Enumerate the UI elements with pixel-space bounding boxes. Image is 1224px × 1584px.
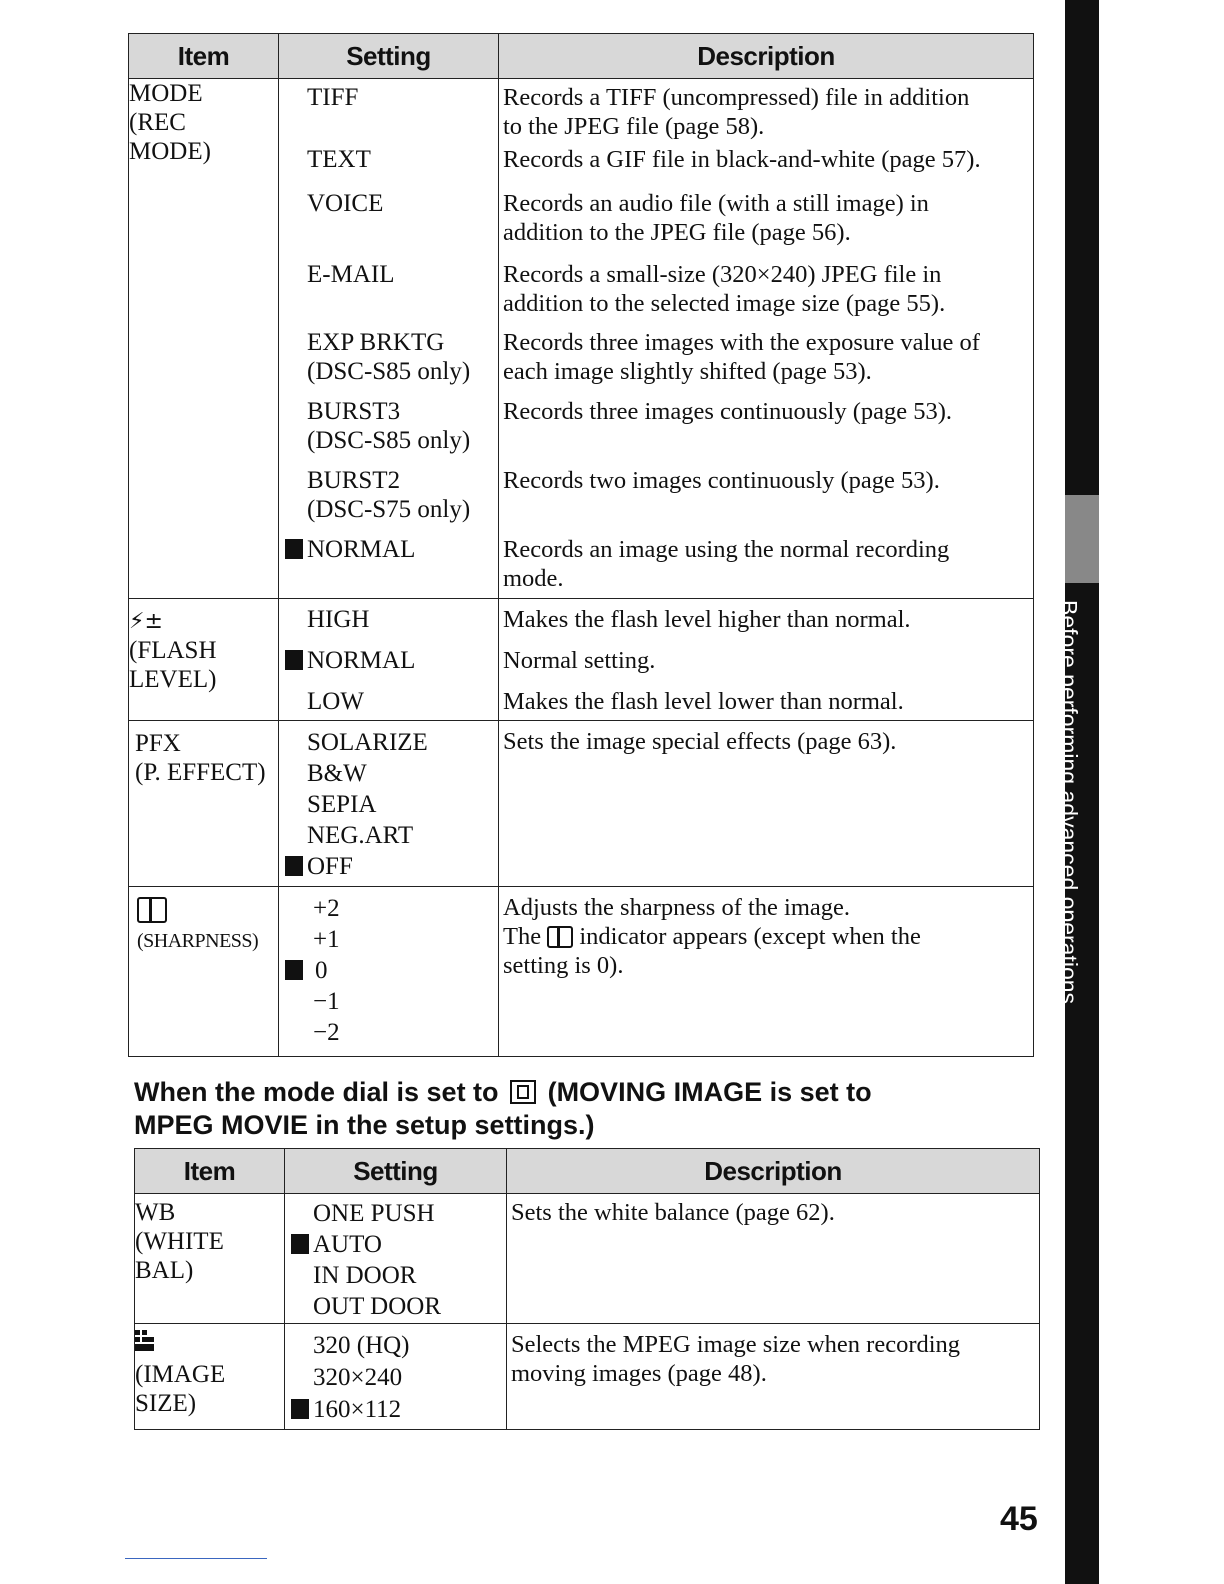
description-line (499, 922, 1033, 951)
setting-default (279, 646, 498, 687)
item-flash-level (129, 599, 279, 721)
setting-default (285, 1394, 506, 1426)
description-line: Records an audio file (with a still image) in (503, 190, 929, 217)
setting-value: SOLARIZE (307, 729, 428, 756)
item-line: (FLASH (129, 637, 217, 664)
setting-value: NEG.ART (307, 822, 414, 849)
item-line: MODE) (129, 138, 211, 165)
default-marker-icon (291, 1399, 309, 1419)
description-line: Selects the MPEG image size when recording (511, 1331, 961, 1358)
setting-value: TIFF (307, 84, 359, 111)
setting-default (279, 851, 498, 882)
description-block (499, 535, 1033, 593)
description-line: Adjusts the sharpness of the image. (503, 894, 851, 921)
settings-sharpness (279, 887, 499, 1057)
table-row-pfx (129, 721, 1034, 887)
table-row-white-balance (135, 1194, 1040, 1324)
descriptions-flash-level (499, 599, 1034, 721)
setting-default (279, 955, 498, 986)
description-block (499, 397, 1033, 466)
description-line: Records two images continuously (page 53). (503, 467, 940, 494)
setting-value: NORMAL (307, 647, 416, 674)
header-setting: Setting (285, 1149, 507, 1194)
setting-value: BURST3 (307, 398, 401, 425)
item-icon-line (137, 897, 278, 927)
item-icon-line (135, 1330, 284, 1360)
default-marker-icon (285, 856, 303, 876)
description-line: Normal setting. (503, 647, 656, 674)
item-white-balance (135, 1194, 285, 1324)
default-marker-icon (285, 960, 303, 980)
image-size-icon (135, 1330, 157, 1352)
item-line: (IMAGE (135, 1361, 226, 1388)
descriptions-white-balance (507, 1194, 1040, 1324)
descriptions-mode (499, 79, 1034, 599)
description-block (499, 83, 1033, 145)
description-line: Records a GIF file in black-and-white (page 57). (503, 146, 981, 173)
setting-value: SEPIA (307, 791, 377, 818)
description-line: Records a TIFF (uncompressed) file in addition (503, 84, 970, 111)
description-line: Sets the image special effects (page 63). (503, 728, 897, 755)
description-block (499, 328, 1033, 397)
footer-rule (125, 1558, 267, 1559)
description-line: Makes the flash level higher than normal. (503, 606, 911, 633)
descriptions-pfx (499, 721, 1034, 887)
header-setting: Setting (279, 34, 499, 79)
description-line: Sets the white balance (page 62). (511, 1199, 835, 1226)
setting-value: (DSC-S75 only) (307, 496, 471, 523)
subheading-text: MPEG MOVIE in the setup settings.) (134, 1110, 595, 1140)
item-mode (129, 79, 279, 599)
default-marker-icon (285, 539, 303, 559)
section-subheading (134, 1076, 1014, 1142)
description-line: moving images (page 48). (511, 1360, 767, 1387)
settings-table-still (128, 33, 1034, 1057)
header-description: Description (507, 1149, 1040, 1194)
table-row-mode (129, 79, 1034, 599)
description-text: indicator appears (except when the (579, 923, 921, 950)
setting-value: (DSC-S85 only) (307, 358, 471, 385)
side-tab-marker (1065, 495, 1099, 583)
settings-flash-level (279, 599, 499, 721)
setting-value: +1 (313, 926, 340, 953)
item-line: (P. EFFECT) (135, 759, 266, 786)
item-line: PFX (135, 730, 181, 757)
item-line: BAL) (135, 1257, 194, 1284)
description-line: mode. (503, 565, 564, 592)
setting-value: OFF (307, 853, 353, 880)
setting-value: ONE PUSH (313, 1200, 435, 1227)
description-line: Records three images continuously (page 53). (503, 398, 953, 425)
flash-level-icon: ⚡± (129, 609, 163, 634)
table-header-row (129, 34, 1034, 79)
subheading-text: When the mode dial is set to (134, 1077, 499, 1107)
table-row-image-size (135, 1324, 1040, 1430)
item-line: LEVEL) (129, 666, 217, 693)
item-line: SIZE) (135, 1390, 197, 1417)
setting-default (285, 1229, 506, 1260)
description-text: The (503, 923, 542, 950)
setting-value: VOICE (307, 190, 384, 217)
settings-image-size (285, 1324, 507, 1430)
description-line: Records three images with the exposure value of (503, 329, 980, 356)
item-line: (REC (129, 109, 186, 136)
default-marker-icon (285, 650, 303, 670)
setting-value: IN DOOR (313, 1262, 417, 1289)
descriptions-image-size (507, 1324, 1040, 1430)
sharpness-indicator-icon (547, 926, 573, 948)
descriptions-sharpness (499, 887, 1034, 1057)
setting-value: LOW (307, 688, 364, 715)
sharpness-icon (137, 897, 167, 923)
description-line: Records an image using the normal recording (503, 536, 950, 563)
item-line: WB (135, 1199, 176, 1226)
item-pfx (129, 721, 279, 887)
description-line: Makes the flash level lower than normal. (503, 688, 904, 715)
settings-mode (279, 79, 499, 599)
table-row-flash-level (129, 599, 1034, 721)
description-line: setting is 0). (503, 952, 624, 979)
setting-value: HIGH (307, 606, 370, 633)
description-line: addition to the JPEG file (page 56). (503, 219, 851, 246)
setting-value: NORMAL (307, 536, 416, 563)
description-line: Records a small-size (320×240) JPEG file in (503, 261, 942, 288)
header-description: Description (499, 34, 1034, 79)
settings-white-balance (285, 1194, 507, 1324)
header-item: Item (135, 1149, 285, 1194)
description-block (499, 466, 1033, 535)
header-item: Item (129, 34, 279, 79)
setting-value: E-MAIL (307, 261, 395, 288)
description-line: each image slightly shifted (page 53). (503, 358, 872, 385)
settings-table-movie (134, 1148, 1040, 1430)
setting-value: 0 (315, 957, 328, 984)
description-block (499, 145, 1033, 189)
setting-value: 160×112 (313, 1396, 402, 1423)
setting-value: (DSC-S85 only) (307, 427, 471, 454)
setting-value: EXP BRKTG (307, 329, 445, 356)
table-header-row (135, 1149, 1040, 1194)
settings-pfx (279, 721, 499, 887)
setting-value: −1 (313, 988, 340, 1015)
item-line: MODE (129, 80, 203, 107)
setting-value: +2 (313, 895, 340, 922)
item-sharpness (129, 887, 279, 1057)
setting-value: BURST2 (307, 467, 401, 494)
setting-value: OUT DOOR (313, 1293, 442, 1320)
description-block (499, 260, 1033, 328)
item-image-size (135, 1324, 285, 1430)
setting-value: −2 (313, 1019, 340, 1046)
setting-value: B&W (307, 760, 367, 787)
setting-default (279, 535, 498, 564)
chapter-tab-label: Before performing advanced operations (1056, 600, 1082, 1005)
description-block (499, 189, 1033, 260)
movie-mode-icon (510, 1080, 536, 1104)
page-number: 45 (1000, 1500, 1038, 1538)
description-line: to the JPEG file (page 58). (503, 113, 765, 140)
setting-value: 320 (HQ) (313, 1332, 410, 1359)
item-line: (WHITE (135, 1228, 224, 1255)
default-marker-icon (291, 1234, 309, 1254)
description-line: addition to the selected image size (page 55). (503, 290, 946, 317)
table-row-sharpness (129, 887, 1034, 1057)
setting-value: 320×240 (313, 1364, 403, 1391)
setting-value: AUTO (313, 1231, 382, 1258)
subheading-text: (MOVING IMAGE is set to (547, 1077, 872, 1107)
setting-value: TEXT (307, 146, 371, 173)
item-line: (SHARPNESS) (137, 930, 259, 952)
